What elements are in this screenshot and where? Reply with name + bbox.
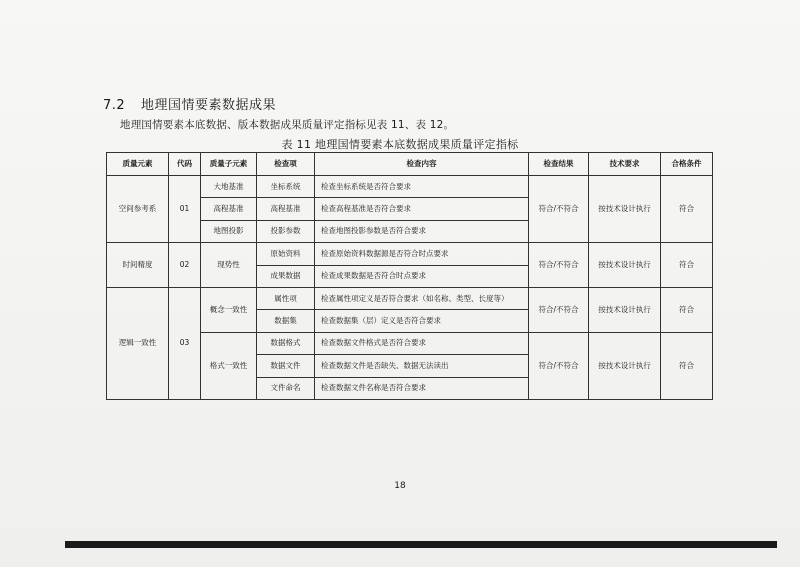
- quality-index-table: [106, 152, 713, 400]
- quality-element-cell: 时间精度: [107, 243, 169, 288]
- check-result-cell: 符合/不符合: [529, 332, 589, 399]
- pass-condition-cell: 符合: [661, 176, 713, 243]
- table-row: [107, 176, 713, 198]
- section-number: 7.2: [103, 98, 126, 113]
- code-cell: 03: [169, 287, 201, 399]
- sub-element-cell: 概念一致性: [201, 287, 257, 332]
- pass-condition-cell: 符合: [661, 243, 713, 288]
- quality-element-cell: 逻辑一致性: [107, 287, 169, 399]
- section-title: 地理国情要素数据成果: [141, 98, 277, 113]
- check-item-cell: 数据格式: [257, 332, 315, 354]
- header-cell: 检查结果: [529, 153, 589, 176]
- sub-element-cell: 格式一致性: [201, 332, 257, 399]
- check-item-cell: 数据集: [257, 310, 315, 332]
- pass-condition-cell: 符合: [661, 287, 713, 332]
- check-content-cell: 检查数据文件是否缺失、数据无法读出: [315, 355, 529, 377]
- header-cell: 质量子元素: [201, 153, 257, 176]
- check-item-cell: 数据文件: [257, 355, 315, 377]
- check-result-cell: 符合/不符合: [529, 287, 589, 332]
- sub-element-cell: 地图投影: [201, 220, 257, 242]
- check-content-cell: 检查坐标系统是否符合要求: [315, 176, 529, 198]
- tech-requirement-cell: 按技术设计执行: [589, 332, 661, 399]
- page-number: 18: [394, 481, 406, 491]
- check-item-cell: 原始资料: [257, 243, 315, 265]
- check-content-cell: 检查地图投影参数是否符合要求: [315, 220, 529, 242]
- bottom-border-bar: [65, 541, 777, 548]
- check-item-cell: 文件命名: [257, 377, 315, 399]
- code-cell: 01: [169, 176, 201, 243]
- tech-requirement-cell: 按技术设计执行: [589, 176, 661, 243]
- table-row: [107, 287, 713, 309]
- check-item-cell: 高程基准: [257, 198, 315, 220]
- section-heading: [103, 94, 276, 113]
- sub-element-cell: 现势性: [201, 243, 257, 288]
- sub-element-cell: 大地基准: [201, 176, 257, 198]
- check-item-cell: 属性项: [257, 287, 315, 309]
- header-cell: 检查项: [257, 153, 315, 176]
- header-cell: 合格条件: [661, 153, 713, 176]
- table-row: [107, 243, 713, 265]
- table-caption: 表 11 地理国情要素本底数据成果质量评定指标: [281, 138, 519, 151]
- check-content-cell: 检查数据集（层）定义是否符合要求: [315, 310, 529, 332]
- check-content-cell: 检查属性项定义是否符合要求（如名称、类型、长度等）: [315, 287, 529, 309]
- table-header-row: [107, 153, 713, 176]
- check-item-cell: 投影参数: [257, 220, 315, 242]
- intro-paragraph: 地理国情要素本底数据、版本数据成果质量评定指标见表 11、表 12。: [120, 119, 455, 131]
- quality-element-cell: 空间参考系: [107, 176, 169, 243]
- header-cell: 检查内容: [315, 153, 529, 176]
- check-result-cell: 符合/不符合: [529, 243, 589, 288]
- code-cell: 02: [169, 243, 201, 288]
- check-content-cell: 检查原始资料数据源是否符合时点要求: [315, 243, 529, 265]
- tech-requirement-cell: 按技术设计执行: [589, 243, 661, 288]
- check-item-cell: 坐标系统: [257, 176, 315, 198]
- check-result-cell: 符合/不符合: [529, 176, 589, 243]
- check-content-cell: 检查数据文件格式是否符合要求: [315, 332, 529, 354]
- check-content-cell: 检查高程基准是否符合要求: [315, 198, 529, 220]
- header-cell: 代码: [169, 153, 201, 176]
- tech-requirement-cell: 按技术设计执行: [589, 287, 661, 332]
- header-cell: 技术要求: [589, 153, 661, 176]
- pass-condition-cell: 符合: [661, 332, 713, 399]
- check-item-cell: 成果数据: [257, 265, 315, 287]
- sub-element-cell: 高程基准: [201, 198, 257, 220]
- check-content-cell: 检查成果数据是否符合时点要求: [315, 265, 529, 287]
- check-content-cell: 检查数据文件名称是否符合要求: [315, 377, 529, 399]
- header-cell: 质量元素: [107, 153, 169, 176]
